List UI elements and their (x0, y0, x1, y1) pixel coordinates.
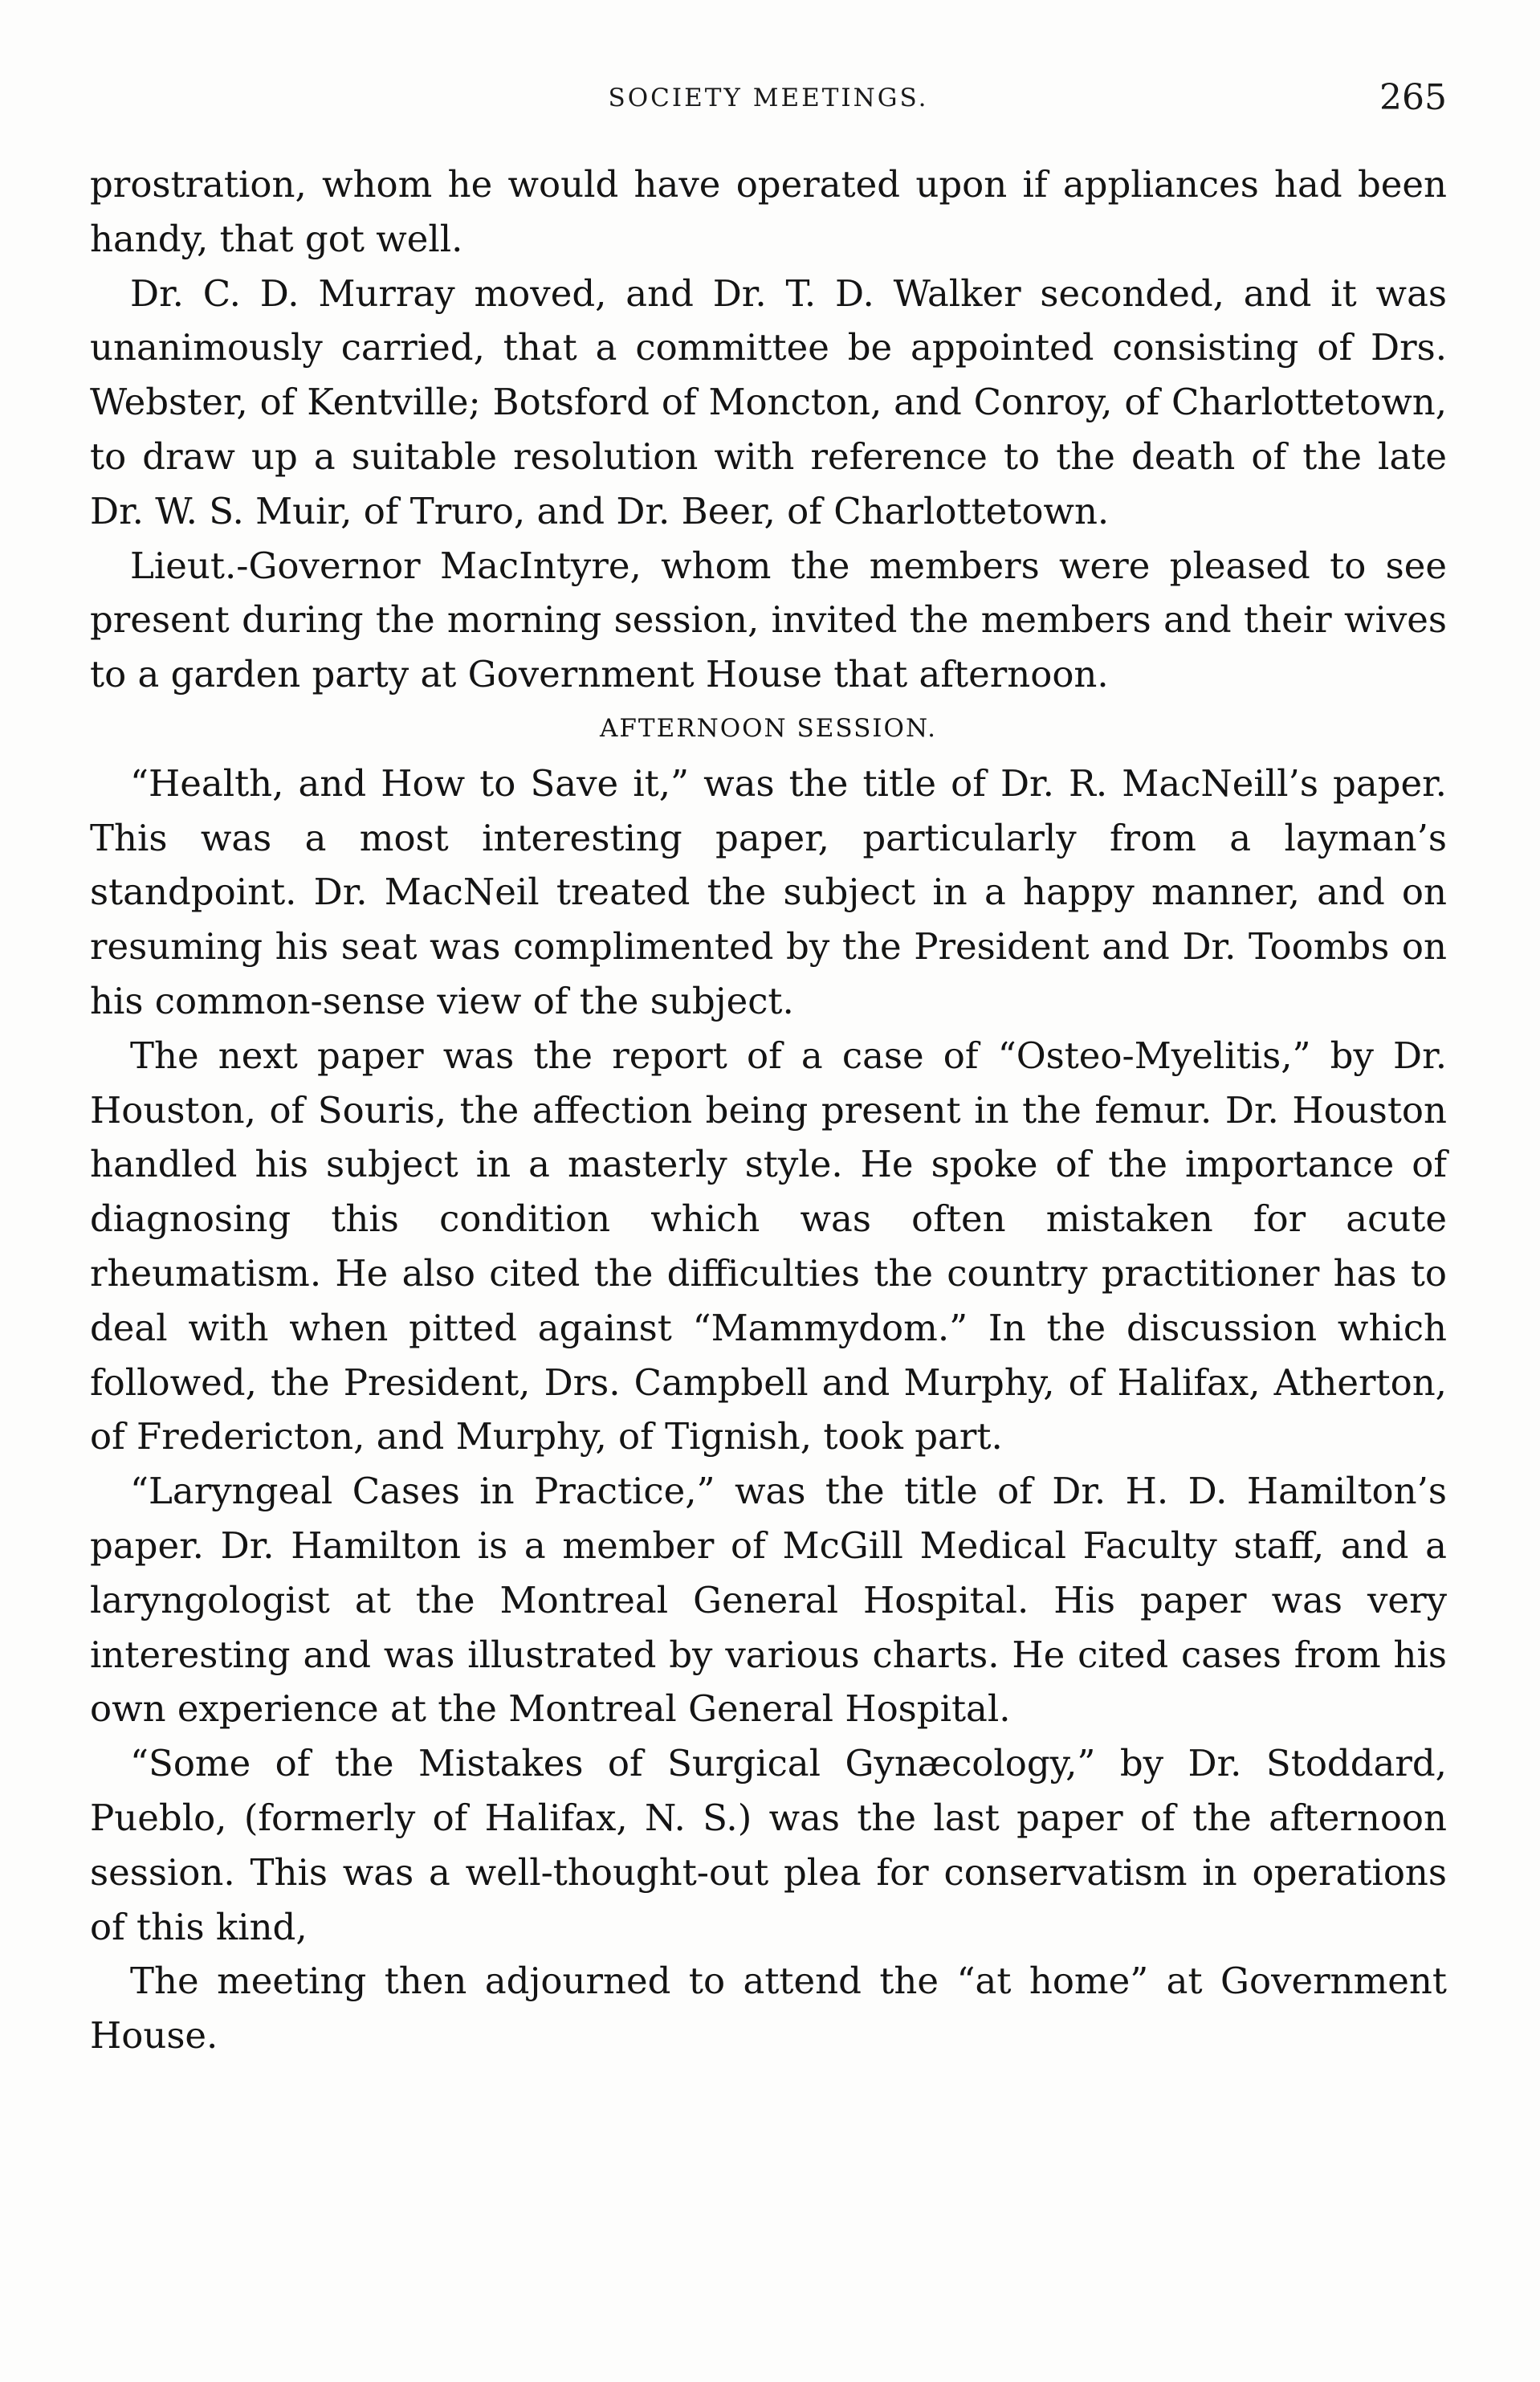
paragraph-laryngeal-cases: “Laryngeal Cases in Practice,” was the title of Dr. H. D. Hamilton’s paper. Dr. Hamilton is a member of McGill Medical Faculty staff, and a laryngologist at the Montreal General Hospital. His paper was very interesting and was illustrated by various charts. He cited cases from his own experience at the Montreal General Hospital. (90, 1470, 1447, 1731)
page-number: 265 (1379, 77, 1447, 118)
running-header (90, 77, 1447, 128)
paragraph-adjournment: The meeting then adjourned to attend the “at home” at Government House. (90, 1960, 1447, 2058)
paragraph-committee-resolution: Dr. C. D. Murray moved, and Dr. T. D. Walker seconded, and it was unanimously carried, that a committee be appointed consisting of Drs. Webster, of Kentville; Botsford of Moncton, and Conroy, of Charlottetown, to draw up a suitable resolution with reference to the death of the late Dr. W. S. Muir, of Truro, and Dr. Beer, of Charlottetown. (90, 271, 1447, 532)
paragraph-garden-party: Lieut.-Governor MacIntyre, whom the members were pleased to see present during the morning session, invited the members and their wives to a garden party at Government House that afternoon. (90, 544, 1447, 696)
section-heading-afternoon: AFTERNOON SESSION. (600, 713, 937, 743)
running-title: SOCIETY MEETINGS. (608, 84, 929, 112)
paragraph-osteo-myelitis: The next paper was the report of a case of “Osteo-Myelitis,” by Dr. Houston, of Souris, the affection being present in the femur. Dr. Houston handled his subject in a masterly style. He spoke of the importance of diagnosing this condition which was often mistaken for acute rheumatism. He also cited the difficulties the country practitioner has to deal with when pitted against “Mammydom.” In the discussion which followed, the President, Drs. Campbell and Murphy, of Halifax, Atherton, of Fredericton, and Murphy, of Tignish, took part. (90, 1034, 1447, 1458)
paragraph-health-paper: “Health, and How to Save it,” was the title of Dr. R. MacNeill’s paper. This was a most interesting paper, particularly from a layman’s standpoint. Dr. MacNeil treated the subject in a happy manner, and on resuming his seat was complimented by the President and Dr. Toombs on his common-sense view of the subject. (90, 761, 1447, 1022)
paragraph-prostration: prostration, whom he would have operated upon if appliances had been handy, that got well. (90, 163, 1447, 260)
article-body (90, 157, 1447, 2063)
paragraph-gynaecology: “Some of the Mistakes of Surgical Gynæcology,” by Dr. Stoddard, Pueblo, (formerly of Halifax, N. S.) was the last paper of the afternoon session. This was a well-thought-out plea for conservatism in operations of this kind, (90, 1742, 1447, 1948)
